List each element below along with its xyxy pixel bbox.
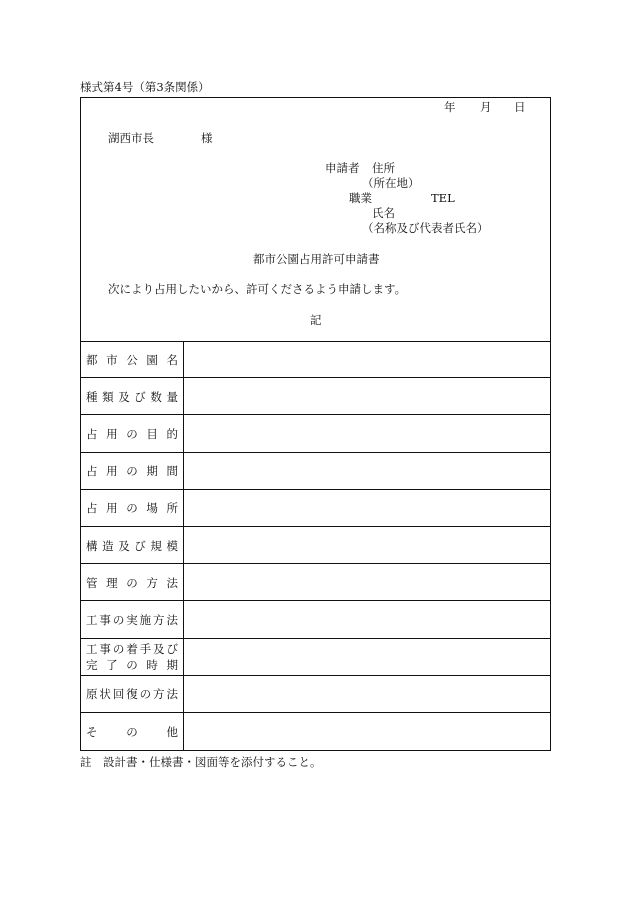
- table-row: [80, 527, 551, 564]
- label-char: 事: [99, 642, 111, 657]
- date-day: 日: [514, 100, 526, 114]
- label-char: 他: [166, 724, 178, 739]
- row-label: [86, 564, 178, 601]
- row-label: [86, 713, 178, 750]
- table-row: [80, 601, 551, 638]
- label-char: 用: [106, 464, 118, 479]
- label-char: の: [112, 612, 125, 627]
- applicant-tel-label: TEL: [431, 191, 455, 205]
- label-char: 間: [166, 464, 178, 479]
- table-row: [80, 415, 551, 452]
- label-char: 用: [106, 501, 118, 516]
- label-char: 期: [166, 658, 178, 673]
- row-label: [86, 378, 178, 415]
- label-char: 場: [146, 501, 158, 516]
- label-char: 及: [153, 642, 165, 657]
- label-char: そ: [86, 724, 98, 739]
- label-char: の: [126, 426, 138, 441]
- label-char: 名: [166, 352, 178, 367]
- addressee-honorific: 様: [201, 131, 213, 145]
- label-char: の: [139, 687, 152, 702]
- table-row: [80, 713, 551, 750]
- label-char: 公: [126, 352, 138, 367]
- label-char: 都: [86, 352, 98, 367]
- label-char: 目: [146, 426, 158, 441]
- row-value-cell[interactable]: [184, 527, 551, 564]
- label-char: の: [126, 501, 138, 516]
- label-char: 管: [86, 575, 98, 590]
- label-char: 法: [166, 575, 178, 590]
- label-char: 造: [102, 538, 114, 553]
- label-char: 占: [86, 426, 98, 441]
- row-label: [86, 490, 178, 527]
- label-char: 模: [166, 538, 178, 553]
- table-row: [80, 453, 551, 490]
- row-label-line: [86, 389, 178, 405]
- label-char: 状: [99, 687, 111, 702]
- row-value-cell[interactable]: [184, 341, 551, 378]
- row-value-cell[interactable]: [184, 601, 551, 638]
- label-char: 事: [99, 612, 111, 627]
- label-char: 復: [126, 687, 138, 702]
- table-row: [80, 639, 551, 676]
- intro-text: 次により占用したいから、許可くださるよう申請します。: [108, 282, 407, 296]
- label-char: 完: [86, 658, 98, 673]
- row-value-cell[interactable]: [184, 713, 551, 750]
- label-char: 市: [106, 352, 118, 367]
- label-char: 法: [166, 612, 178, 627]
- row-value-cell[interactable]: [184, 490, 551, 527]
- label-char: 工: [86, 642, 98, 657]
- label-char: 着: [126, 642, 138, 657]
- label-char: 占: [86, 501, 98, 516]
- label-char: 量: [166, 389, 178, 404]
- label-char: 占: [86, 464, 98, 479]
- applicant-occupation-label: 職業: [349, 191, 372, 205]
- table-row: [80, 564, 551, 601]
- label-char: の: [126, 658, 138, 673]
- form-title: 都市公園占用許可申請書: [253, 252, 380, 266]
- table-row: [80, 676, 551, 713]
- label-char: 時: [146, 658, 158, 673]
- ki-mark: 記: [310, 313, 322, 327]
- row-label-line: [86, 657, 178, 673]
- applicant-name-label: 氏名: [372, 206, 395, 220]
- label-char: 方: [153, 612, 165, 627]
- label-char: 方: [153, 687, 165, 702]
- row-value-cell[interactable]: [184, 415, 551, 452]
- label-char: 類: [102, 389, 114, 404]
- label-char: 工: [86, 612, 98, 627]
- label-char: の: [126, 464, 138, 479]
- label-char: 規: [150, 538, 162, 553]
- label-char: 構: [86, 538, 98, 553]
- label-char: 数: [150, 389, 162, 404]
- row-label-line: [86, 500, 178, 516]
- row-label-line: [86, 538, 178, 554]
- addressee-name: 湖西市長: [108, 131, 154, 145]
- applicant-address-sub: （所在地）: [362, 176, 420, 190]
- row-label: [86, 527, 178, 564]
- attachment-note: 註 設計書・仕様書・図面等を添付すること。: [80, 755, 322, 769]
- row-value-cell[interactable]: [184, 639, 551, 676]
- label-char: 法: [166, 687, 178, 702]
- label-char: 期: [146, 464, 158, 479]
- label-char: 了: [106, 658, 118, 673]
- row-label: [86, 639, 178, 676]
- label-char: の: [112, 642, 125, 657]
- label-char: 原: [86, 687, 98, 702]
- row-label-line: [86, 724, 178, 740]
- row-label: [86, 453, 178, 490]
- row-label-line: [86, 426, 178, 442]
- label-char: 種: [86, 389, 98, 404]
- row-label: [86, 415, 178, 452]
- label-char: 及: [118, 389, 130, 404]
- row-label-line: [86, 463, 178, 479]
- row-value-cell[interactable]: [184, 564, 551, 601]
- label-char: 理: [106, 575, 118, 590]
- applicant-name-sub: （名称及び代表者氏名）: [362, 221, 489, 235]
- label-char: 用: [106, 426, 118, 441]
- row-value-cell[interactable]: [184, 453, 551, 490]
- label-char: 所: [166, 501, 178, 516]
- table-row: [80, 341, 551, 378]
- row-label-line: [86, 686, 178, 702]
- label-char: び: [134, 538, 146, 553]
- label-char: 手: [139, 642, 152, 657]
- label-char: 的: [166, 426, 178, 441]
- row-label: [86, 601, 178, 638]
- applicant-address-label: 住所: [372, 161, 395, 175]
- row-value-cell[interactable]: [184, 676, 551, 713]
- row-label-line: [86, 575, 178, 591]
- date-month: 月: [480, 100, 492, 114]
- row-value-cell[interactable]: [184, 378, 551, 415]
- date-year: 年: [444, 100, 456, 114]
- label-char: 施: [139, 612, 152, 627]
- label-char: 実: [126, 612, 138, 627]
- label-char: び: [166, 642, 178, 657]
- label-char: の: [126, 724, 138, 739]
- row-label-line: [86, 352, 178, 368]
- table-row: [80, 490, 551, 527]
- label-char: 回: [112, 687, 125, 702]
- row-label-line: [86, 641, 178, 657]
- row-label-line: [86, 612, 178, 628]
- label-char: び: [134, 389, 146, 404]
- label-char: 及: [118, 538, 130, 553]
- row-label: [86, 341, 178, 378]
- table-row: [80, 378, 551, 415]
- label-char: 園: [146, 352, 158, 367]
- row-label: [86, 676, 178, 713]
- form-number: 様式第4号（第3条関係）: [80, 80, 210, 94]
- label-char: の: [126, 575, 138, 590]
- label-char: 方: [146, 575, 158, 590]
- applicant-role: 申請者: [325, 161, 360, 175]
